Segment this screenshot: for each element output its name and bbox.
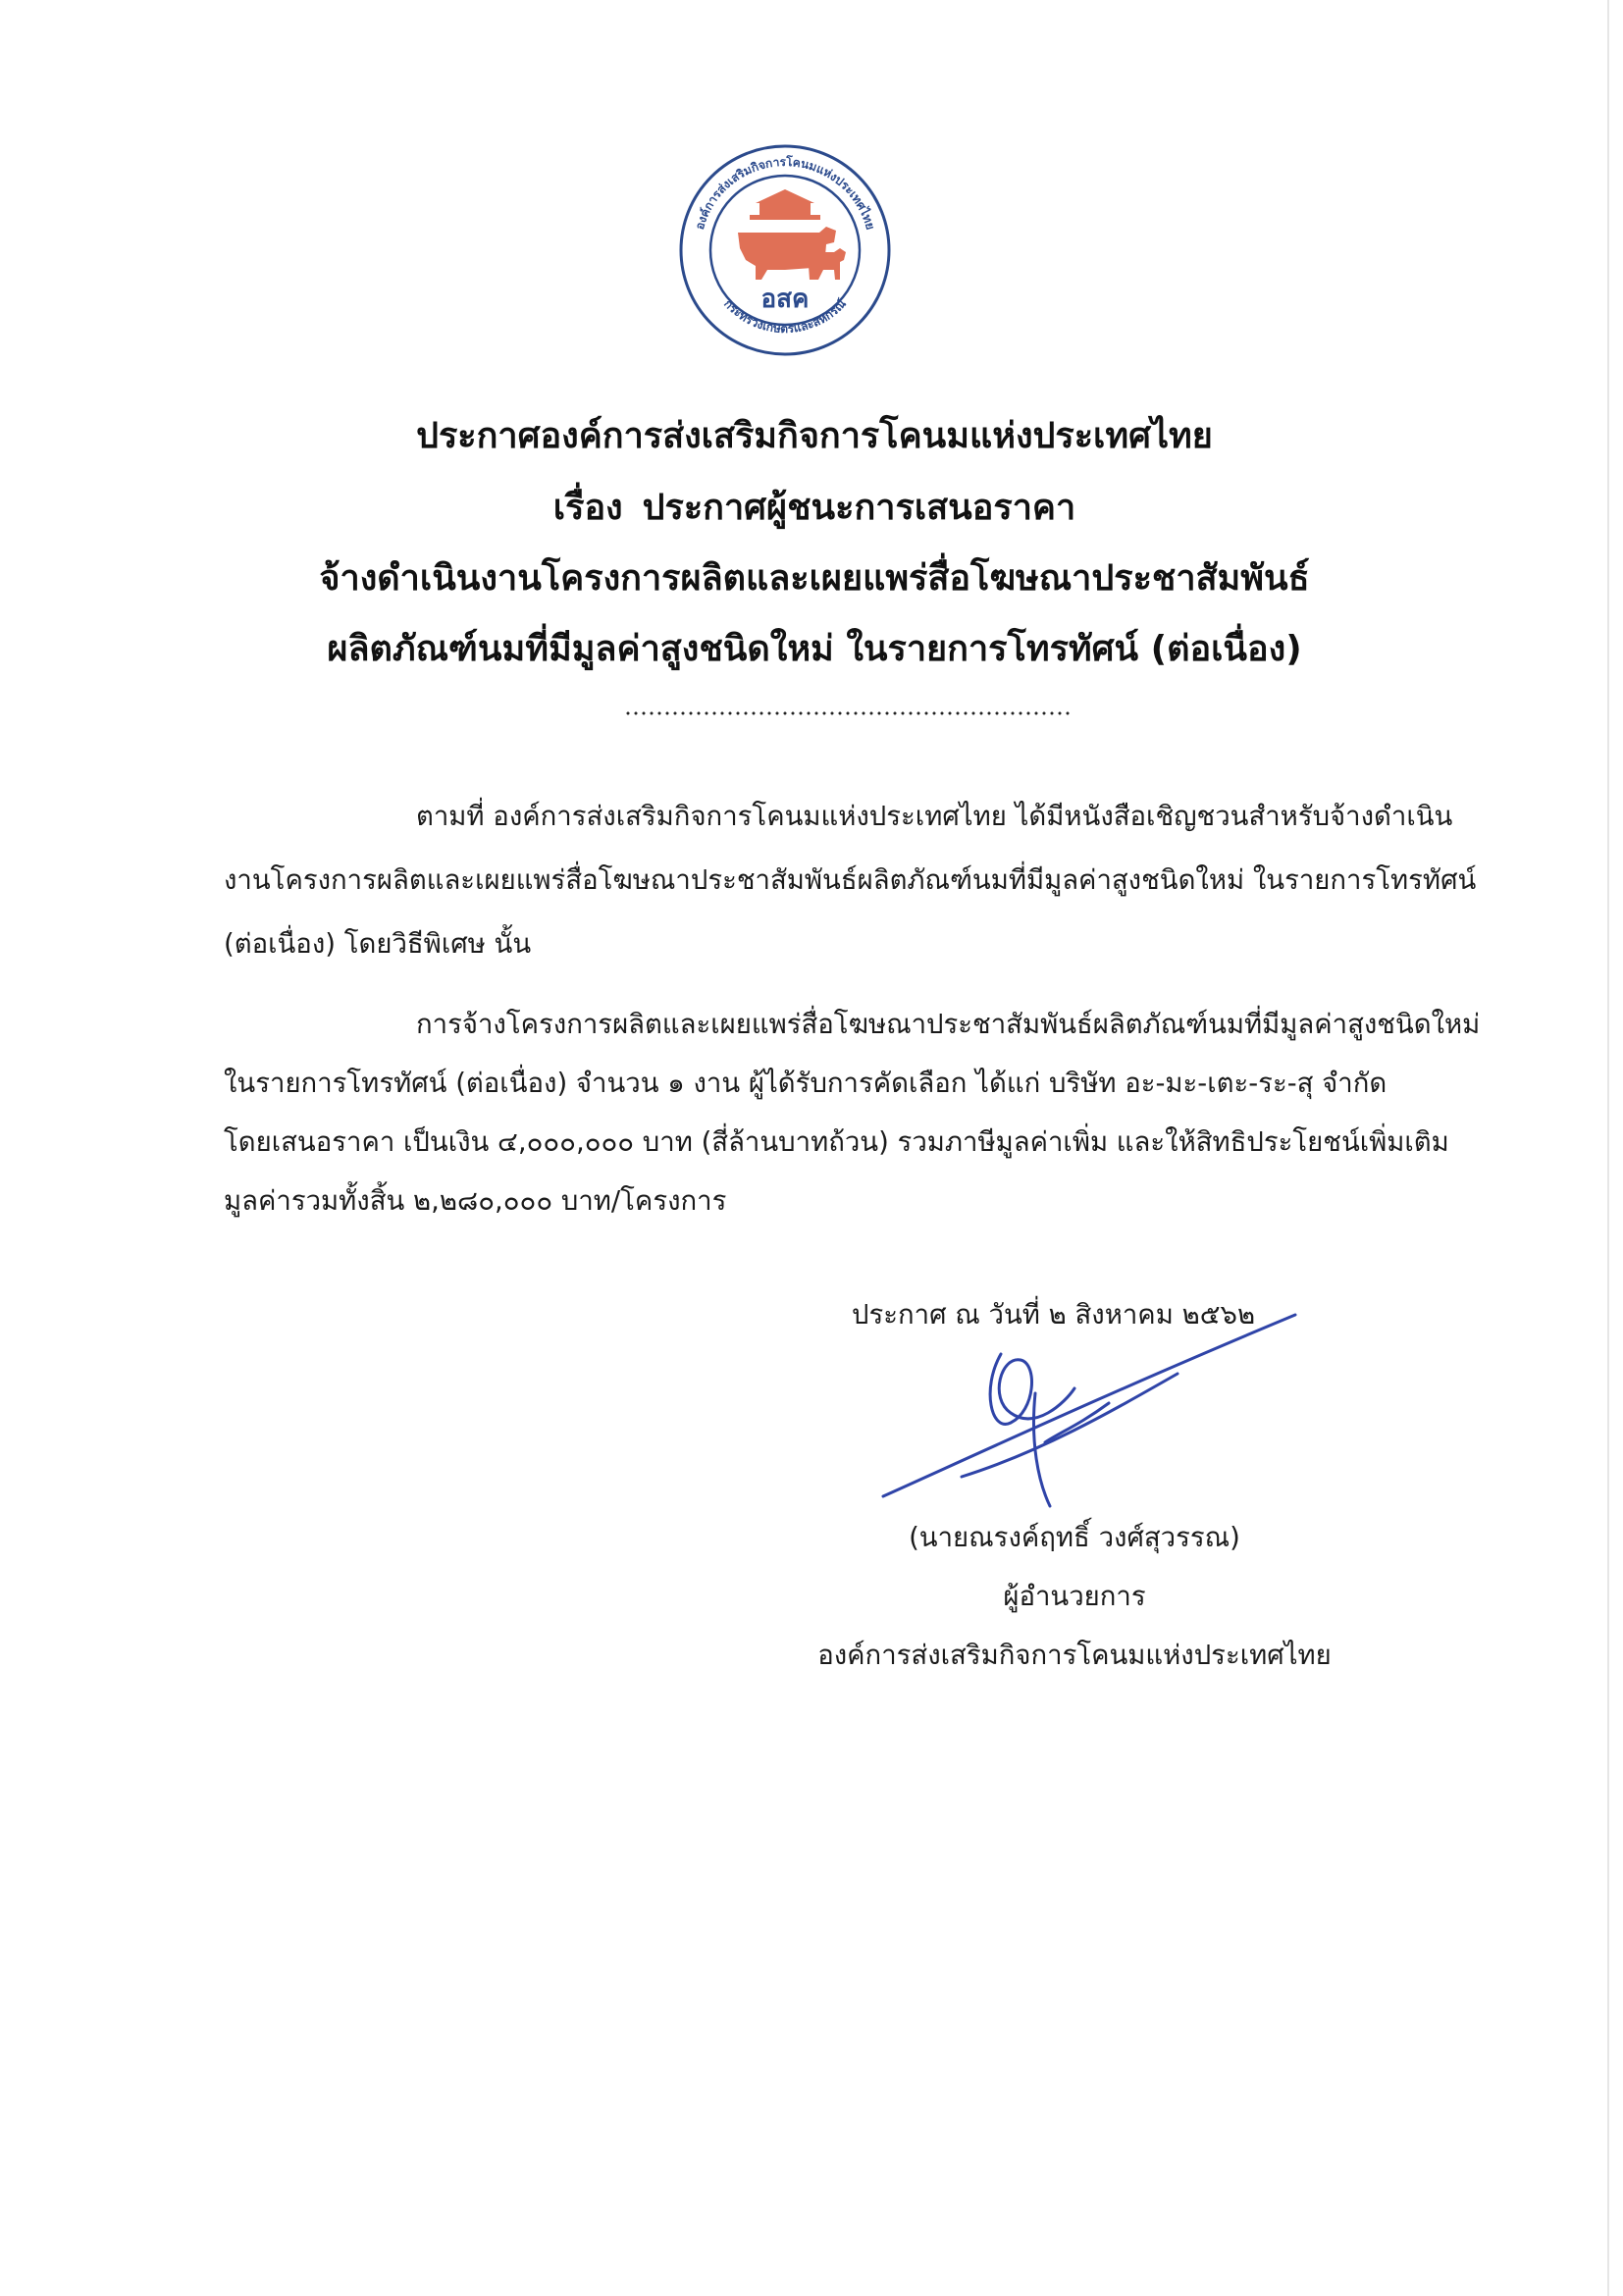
dotted-separator xyxy=(624,709,1071,723)
paragraph-2-line-4: มูลค่ารวมทั้งสิ้น ๒,๒๘๐,๐๐๐ บาท/โครงการ xyxy=(224,1185,727,1217)
logo-building xyxy=(750,189,820,220)
signatory-position: ผู้อำนวยการ xyxy=(1003,1581,1146,1612)
heading-subject-text: ประกาศผู้ชนะการเสนอราคา xyxy=(642,488,1076,528)
handwritten-signature-icon xyxy=(864,1295,1325,1531)
announcement-date: ประกาศ ณ วันที่ ๒ สิงหาคม ๒๕๖๒ xyxy=(852,1299,1256,1331)
heading-line-3: จ้างดำเนินงานโครงการผลิตและเผยแพร่สื่อโฆษณาประชาสัมพันธ์ xyxy=(319,558,1310,599)
paragraph-2-line-1: การจ้างโครงการผลิตและเผยแพร่สื่อโฆษณาประชาสัมพันธ์ผลิตภัณฑ์นมที่มีมูลค่าสูงชนิดใหม่ xyxy=(416,1009,1481,1040)
heading-line-4: ผลิตภัณฑ์นมที่มีมูลค่าสูงชนิดใหม่ ในรายการโทรทัศน์ (ต่อเนื่อง) xyxy=(327,629,1302,669)
scan-edge-line xyxy=(1607,0,1609,2296)
logo-ring-text-top: องค์การส่งเสริมกิจการโคนมแห่งประเทศไทย xyxy=(692,154,878,232)
paragraph-1-line-1: ตามที่ องค์การส่งเสริมกิจการโคนมแห่งประเทศไทย ได้มีหนังสือเชิญชวนสำหรับจ้างดำเนิน xyxy=(416,801,1453,832)
heading-subject-label: เรื่อง xyxy=(552,488,623,528)
heading-line-1: ประกาศองค์การส่งเสริมกิจการโคนมแห่งประเทศไทย xyxy=(416,416,1213,456)
logo-ring-text-bottom: กระทรวงเกษตรและสหกรณ์ xyxy=(721,296,849,337)
heading-subject xyxy=(294,479,1335,535)
paragraph-1-line-2: งานโครงการผลิตและเผยแพร่สื่อโฆษณาประชาสัมพันธ์ผลิตภัณฑ์นมที่มีมูลค่าสูงชนิดใหม่ ในรายการโทรทัศน์ xyxy=(224,864,1477,896)
paragraph-2-line-2: ในรายการโทรทัศน์ (ต่อเนื่อง) จำนวน ๑ งาน ผู้ได้รับการคัดเลือก ได้แก่ บริษัท อะ-มะ-เตะ-ระ-สุ จำกัด xyxy=(224,1068,1387,1099)
organization-logo-icon xyxy=(677,142,893,358)
paragraph-2-line-3: โดยเสนอราคา เป็นเงิน ๔,๐๐๐,๐๐๐ บาท (สี่ล้านบาทถ้วน) รวมภาษีมูลค่าเพิ่ม และให้สิทธิประโยชน์เพิ่มเติม xyxy=(224,1126,1449,1158)
signatory-name: (นายณรงค์ฤทธิ์ วงศ์สุวรรณ) xyxy=(909,1522,1240,1553)
logo-emblem-text: อสค xyxy=(760,285,810,314)
paragraph-1-line-3: (ต่อเนื่อง) โดยวิธีพิเศษ นั้น xyxy=(224,928,532,960)
signatory-organization: องค์การส่งเสริมกิจการโคนมแห่งประเทศไทย xyxy=(817,1640,1332,1671)
logo-cows xyxy=(738,227,846,280)
